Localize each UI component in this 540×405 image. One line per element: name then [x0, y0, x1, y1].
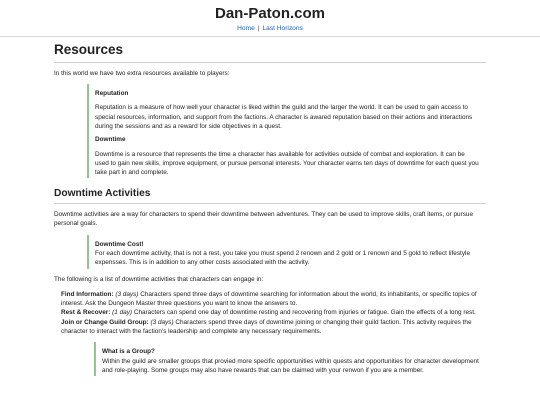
group-title: What is a Group?	[102, 348, 155, 356]
nav-link-last-horizons[interactable]: Last Horizons	[262, 25, 303, 32]
resources-heading: Resources	[54, 42, 486, 63]
reputation-title: Reputation	[95, 90, 129, 98]
activity-label: Find Information:	[61, 290, 114, 298]
nav-link-home[interactable]: Home	[237, 25, 255, 32]
activity-find-information	[61, 290, 486, 309]
downtime-title: Downtime	[95, 136, 126, 144]
activity-text: Characters can spend one day of downtime resting and recovering from injuries or fatigue. Gain the effects of a long rest.	[133, 309, 476, 317]
group-callout	[94, 342, 486, 376]
resources-callout	[87, 84, 486, 178]
site-title: Dan-Paton.com	[214, 5, 325, 22]
activity-label: Rest & Recover:	[61, 309, 111, 317]
activity-text: Characters spend three days of downtime searching for information about the world, its inhabitants, or specific topics of interest. Ask the Dungeon Master three questions you want to know the answers to.	[61, 290, 477, 308]
activity-duration: (1 day)	[112, 309, 133, 317]
nav-separator: |	[257, 25, 260, 32]
downtime-cost-callout	[87, 235, 486, 269]
activity-label: Join or Change Guild Group:	[61, 318, 149, 326]
activities-list-intro: The following is a list of downtime activities that characters can engage in:	[54, 275, 264, 283]
activity-duration: (3 days)	[150, 318, 174, 326]
site-header	[0, 0, 540, 37]
downtime-cost-text: For each downtime activity, that is not a rest, you take you must spend 2 renown and 2 gold or 1 renown and 5 gold to reflect lifestyle expensses. This is in addition to any other costs associated with the activity.	[95, 250, 471, 267]
reputation-text: Reputation is a measure of how well your character is liked within the guild and the larger the world. It can be used to gain access to special resources, information, and support from the factions. A character is awared reputation based on their actions and interactions during the sessions and as a reward for side objectives in a quest.	[95, 104, 473, 130]
activity-join-guild-group	[61, 318, 486, 337]
activity-text: Characters spend three days of downtime joining or changing their guild faction. This activity requires the character to interact with the faction's leadership and complete any necessary requirements.	[61, 318, 472, 335]
downtime-cost-title: Downtime Cost!	[95, 240, 144, 248]
group-text: Within the guild are smaller groups that provied more specific opportunities within quests and opportunities for character development and role-playing. Some groups may also have rewards that can be claimed with your renwon if you are a member.	[102, 357, 479, 374]
downtime-activities-intro: Downtime activities are a way for characters to spend their downtime between adventures. They can be used to improve skills, craft items, or pursue personal goals.	[54, 211, 474, 228]
activities-list	[54, 290, 486, 336]
downtime-activities-heading: Downtime Activities	[54, 188, 486, 204]
site-nav	[0, 24, 540, 34]
main-content	[0, 42, 540, 376]
downtime-text: Downtime is a resource that represents the time a character has available for activities outside of combat and exploration. It can be used to gain new skills, improve equipment, or pursue personal interests. Your character earns ten days of downtime for each quest you take part in and complete.	[95, 150, 479, 177]
activity-duration: (3 days)	[115, 290, 139, 298]
resources-intro: In this world we have two extra resources available to players:	[54, 69, 230, 77]
activity-rest-recover	[61, 308, 486, 317]
